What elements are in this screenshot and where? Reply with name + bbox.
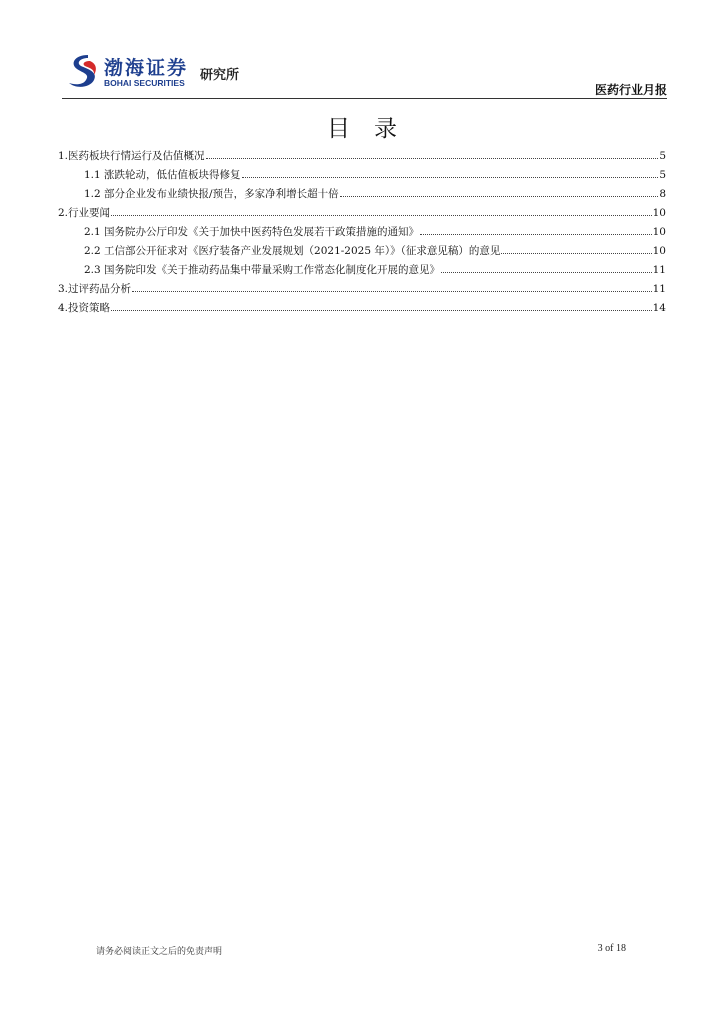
toc-entry-text: 1.2 部分企业发布业绩快报/预告，多家净利增长超十倍 — [84, 188, 339, 200]
logo-english-name: BOHAI SECURITIES — [104, 78, 185, 88]
toc-leader-dots — [340, 184, 659, 197]
toc-leader-dots — [132, 279, 652, 292]
toc-entry-text: 2.1 国务院办公厅印发《关于加快中医药特色发展若干政策措施的通知》 — [84, 226, 420, 238]
disclaimer-note: 请务必阅读正文之后的免责声明 — [96, 947, 223, 957]
toc-entry-page: 11 — [652, 283, 666, 295]
toc-entry-text: 2.2 工信部公开征求对《医疗装备产业发展规划（2021-2025 年）》（征求意见稿）的意见 — [84, 245, 501, 257]
toc-entry[interactable] — [58, 146, 666, 165]
bohai-logo-icon — [66, 52, 100, 90]
toc-entry-page: 14 — [652, 302, 666, 314]
toc-entry-page: 10 — [652, 245, 666, 257]
table-of-contents — [58, 146, 666, 317]
toc-entry-page: 10 — [652, 207, 666, 219]
toc-entry-page: 5 — [659, 150, 666, 162]
toc-entry[interactable] — [58, 260, 666, 279]
toc-leader-dots — [206, 146, 659, 159]
report-type-label: 医药行业月报 — [594, 83, 667, 97]
toc-entry[interactable] — [58, 165, 666, 184]
toc-title: 目录 — [327, 116, 421, 142]
toc-entry-text: 2.行业要闻 — [58, 207, 111, 219]
toc-entry[interactable] — [58, 279, 666, 298]
toc-leader-dots — [420, 222, 652, 235]
page-number: 3 of 18 — [597, 943, 626, 954]
toc-entry-text: 3.过评药品分析 — [58, 283, 132, 295]
bohai-securities-logo — [66, 52, 266, 96]
toc-leader-dots — [441, 260, 652, 273]
toc-leader-dots — [111, 203, 652, 216]
page-header — [0, 0, 724, 100]
department-label: 研究所 — [200, 68, 240, 83]
header-divider — [62, 98, 667, 99]
toc-entry-page: 11 — [652, 264, 666, 276]
toc-entry[interactable] — [58, 203, 666, 222]
toc-leader-dots — [501, 241, 651, 254]
toc-entry-text: 1.医药板块行情运行及估值概况 — [58, 150, 205, 162]
toc-entry[interactable] — [58, 298, 666, 317]
toc-entry-page: 8 — [659, 188, 666, 200]
toc-entry[interactable] — [58, 184, 666, 203]
toc-entry-text: 2.3 国务院印发《关于推动药品集中带量采购工作常态化制度化开展的意见》 — [84, 264, 441, 276]
toc-leader-dots — [242, 165, 659, 178]
toc-leader-dots — [111, 298, 652, 311]
toc-entry-text: 4.投资策略 — [58, 302, 111, 314]
toc-entry-page: 10 — [652, 226, 666, 238]
logo-chinese-name: 渤海证券 — [104, 57, 189, 79]
toc-entry[interactable] — [58, 222, 666, 241]
toc-entry-page: 5 — [659, 169, 666, 181]
toc-entry[interactable] — [58, 241, 666, 260]
toc-entry-text: 1.1 涨跌轮动，低估值板块得修复 — [84, 169, 241, 181]
